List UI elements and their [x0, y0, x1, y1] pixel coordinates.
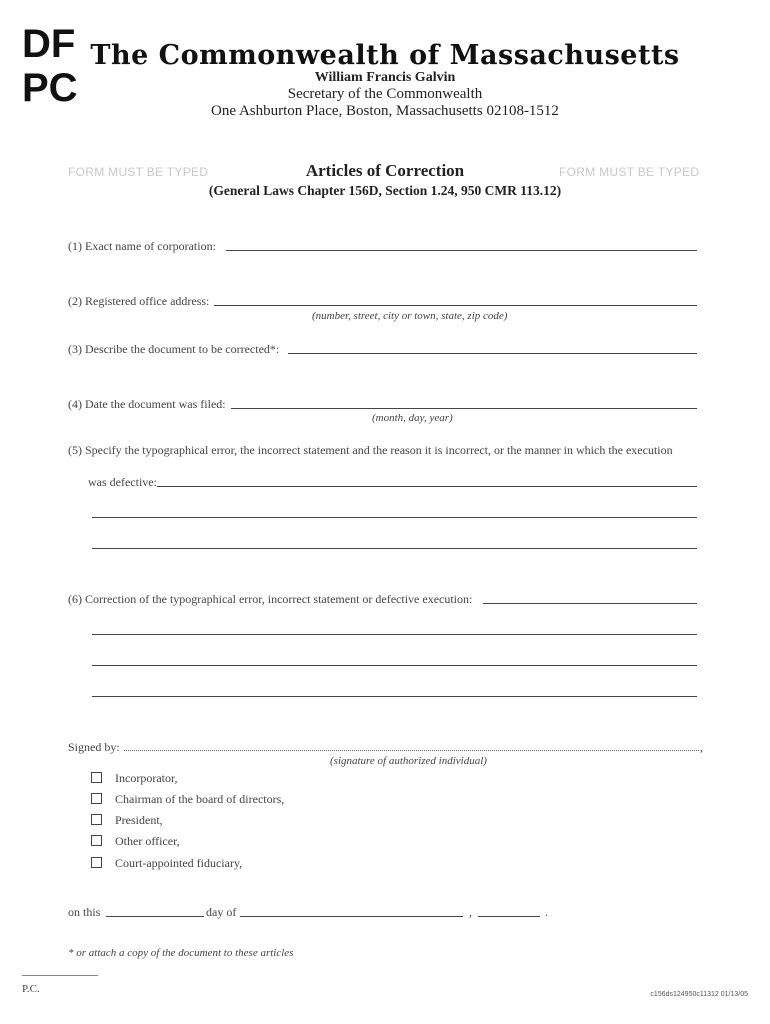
q2-hint: (number, street, city or town, state, zip code) [312, 310, 508, 322]
correction-field[interactable] [483, 603, 697, 604]
q5-continuation: was defective: [88, 475, 157, 489]
year-field[interactable] [478, 916, 540, 917]
registered-office-field[interactable] [214, 305, 697, 306]
q2-label: (2) Registered office address: [68, 294, 210, 308]
option-label: Incorporator, [115, 771, 178, 785]
option-label: Other officer, [115, 834, 180, 848]
form-code: c156ds124950c11312 01/13/05 [650, 991, 748, 998]
signature-comma: , [700, 740, 703, 754]
signature-hint: (signature of authorized individual) [330, 755, 487, 767]
corporation-name-field[interactable] [226, 250, 697, 251]
office-address: One Ashburton Place, Boston, Massachusetts 02108-1512 [211, 103, 559, 119]
secretary-title: Secretary of the Commonwealth [287, 86, 483, 102]
corner-mark-pc: PC [22, 66, 78, 110]
q4-label: (4) Date the document was filed: [68, 397, 226, 411]
q5-label: (5) Specify the typographical error, the incorrect statement and the reason it is incorrect, or the manner in which the execution [68, 443, 673, 457]
defect-description-line-2[interactable] [92, 517, 697, 518]
option-other-officer[interactable] [91, 834, 180, 849]
checkbox[interactable] [91, 835, 102, 846]
q1-label: (1) Exact name of corporation: [68, 239, 216, 253]
q4-hint: (month, day, year) [372, 412, 453, 424]
option-label: Court-appointed fiduciary, [115, 856, 243, 870]
form-notice-left: FORM MUST BE TYPED [68, 165, 209, 179]
secretary-name: William Francis Galvin [314, 70, 456, 85]
form-notice-right: FORM MUST BE TYPED [559, 165, 700, 179]
day-of-label: day of [206, 905, 237, 919]
signed-by-label: Signed by: [68, 740, 120, 754]
option-incorporator[interactable] [91, 771, 178, 786]
defect-description-field[interactable] [157, 486, 697, 487]
correction-line-4[interactable] [92, 696, 697, 697]
checkbox[interactable] [91, 857, 102, 868]
footnote: * or attach a copy of the document to these articles [68, 947, 294, 959]
document-description-field[interactable] [288, 353, 697, 354]
defect-description-line-3[interactable] [92, 548, 697, 549]
checkbox[interactable] [91, 814, 102, 825]
form-title: Articles of Correction [305, 161, 465, 180]
signature-field[interactable] [124, 750, 699, 751]
on-this-label: on this [68, 905, 101, 919]
form-subtitle: (General Laws Chapter 156D, Section 1.24, 950 CMR 113.12) [208, 183, 562, 198]
date-period: . [545, 905, 548, 919]
footer-pc: P.C. [22, 983, 40, 995]
checkbox[interactable] [91, 772, 102, 783]
option-chairman[interactable] [91, 792, 284, 807]
q3-label: (3) Describe the document to be corrected*: [68, 342, 280, 356]
corner-mark-df: DF [22, 22, 76, 66]
correction-line-2[interactable] [92, 634, 697, 635]
day-field[interactable] [106, 916, 204, 917]
checkbox[interactable] [91, 793, 102, 804]
correction-line-3[interactable] [92, 665, 697, 666]
option-president[interactable] [91, 813, 163, 828]
month-field[interactable] [240, 916, 463, 917]
filed-date-field[interactable] [231, 408, 697, 409]
option-label: President, [115, 813, 163, 827]
footer-divider [22, 975, 98, 976]
option-court-fiduciary[interactable] [91, 856, 242, 871]
date-comma: , [469, 905, 472, 919]
q6-label: (6) Correction of the typographical error, incorrect statement or defective execution: [68, 592, 473, 606]
option-label: Chairman of the board of directors, [115, 792, 285, 806]
commonwealth-heading: The Commonwealth of Massachusetts [90, 40, 680, 71]
